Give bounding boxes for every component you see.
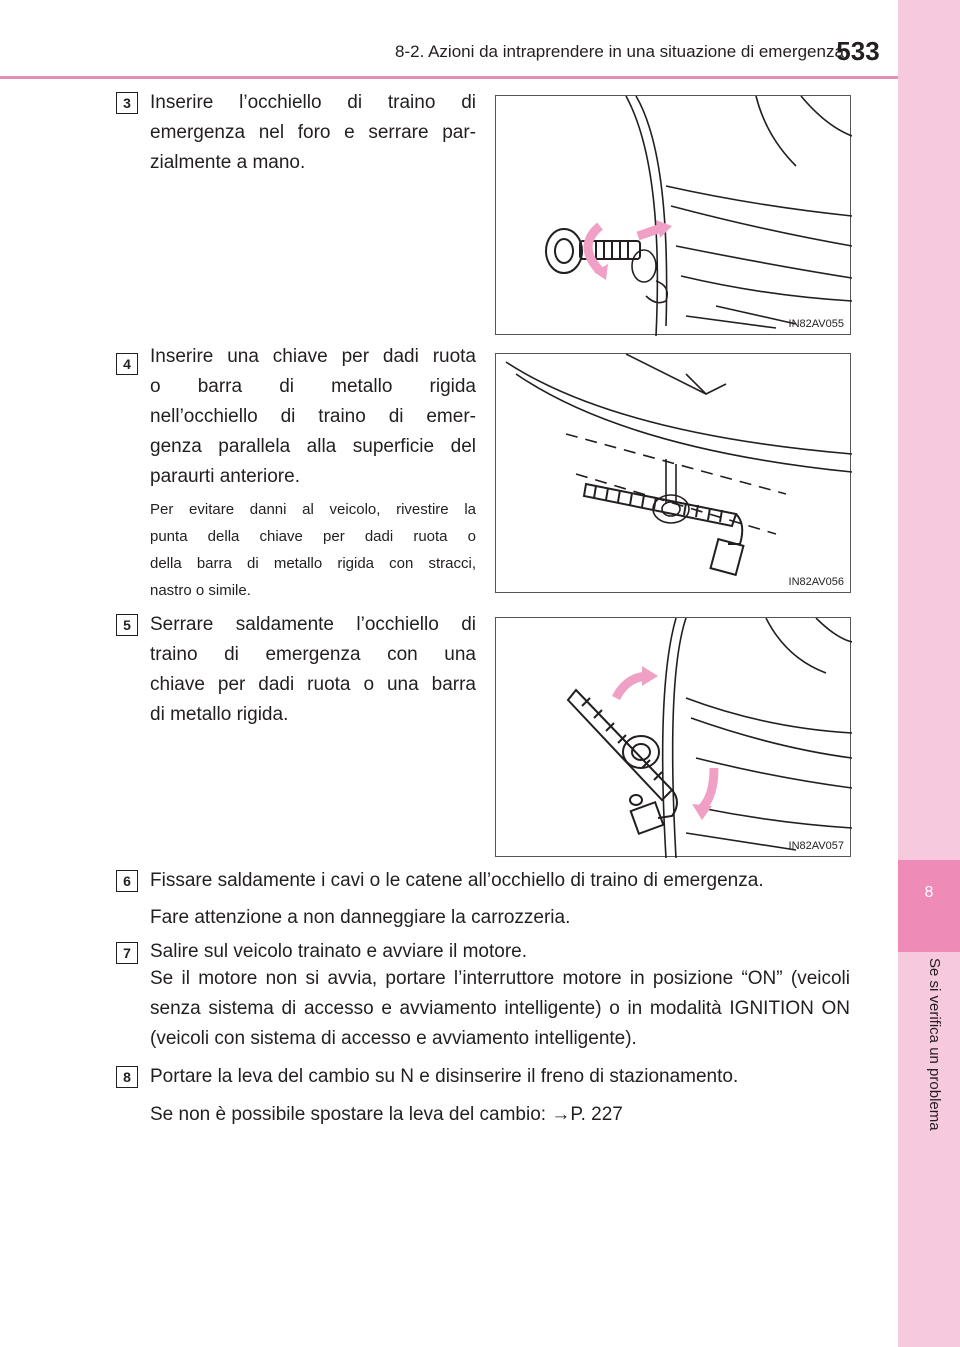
- figure-4-drawing: [496, 354, 852, 594]
- step-5-line: di metallo rigida.: [150, 704, 289, 725]
- step-4-line: paraurti anteriore.: [150, 466, 300, 487]
- step-number-3: 3: [116, 92, 138, 114]
- figure-code: IN82AV055: [788, 318, 844, 330]
- figure-wrench-insert: [495, 353, 851, 593]
- figure-tow-eyelet-insert: [495, 95, 851, 335]
- step-3-line: Inserire l’occhiello di traino di: [150, 92, 476, 113]
- step-4-line: nell’occhiello di traino di emer-: [150, 406, 476, 427]
- step-3-line: zialmente a mano.: [150, 152, 306, 173]
- figure-3-drawing: [496, 96, 852, 336]
- step-number-8: 8: [116, 1066, 138, 1088]
- step-8-text: Portare la leva del cambio su N e disinserire il freno di stazionamento.: [150, 1066, 739, 1087]
- step-number-7: 7: [116, 942, 138, 964]
- step-4-text: [150, 342, 476, 492]
- step-number-6: 6: [116, 870, 138, 892]
- page-number: 533: [836, 36, 880, 66]
- figure-wrench-tighten: [495, 617, 851, 857]
- step-3-line: emergenza nel foro e serrare par-: [150, 122, 476, 143]
- note-line: della barra di metallo rigida con stracci,: [150, 555, 476, 572]
- header-rule: [0, 76, 898, 79]
- step-8-sub: Se non è possibile spostare la leva del cambio: →P. 227: [150, 1104, 623, 1125]
- figure-code: IN82AV056: [788, 576, 844, 588]
- step-5-line: chiave per dadi ruota o una barra: [150, 674, 476, 695]
- step-number-4: 4: [116, 353, 138, 375]
- note-line: punta della chiave per dadi ruota o: [150, 528, 476, 545]
- step-5-line: traino di emergenza con una: [150, 644, 476, 665]
- chapter-number: 8: [924, 884, 934, 901]
- step-6-sub: Fare attenzione a non danneggiare la carrozzeria.: [150, 907, 571, 928]
- step-5-text: [150, 610, 476, 730]
- step-4-line: genza parallela alla superficie del: [150, 436, 476, 457]
- step-4-note: [150, 496, 476, 604]
- note-line: nastro o simile.: [150, 582, 251, 599]
- section-title: 8-2. Azioni da intraprendere in una situazione di emergenza: [395, 42, 844, 61]
- chapter-tab: [898, 860, 960, 952]
- step-3-text: [150, 88, 476, 178]
- step-6-text: Fissare saldamente i cavi o le catene all’occhiello di traino di emergenza.: [150, 870, 764, 891]
- step-7-sub: Se il motore non si avvia, portare l’interruttore motore in posizione “ON” (veicoli senza sistema di accesso e avviamento intelligente) o in modalità IGNITION ON (veicoli con sistema di accesso e avviamento intelligente).: [150, 968, 850, 1049]
- step-number-5: 5: [116, 614, 138, 636]
- figure-5-drawing: [496, 618, 852, 858]
- step-5-line: Serrare saldamente l’occhiello di: [150, 614, 476, 635]
- chapter-title: Se si verifica un problema: [926, 958, 943, 1131]
- note-line: Per evitare danni al veicolo, rivestire la: [150, 501, 476, 518]
- step-4-line: Inserire una chiave per dadi ruota: [150, 346, 476, 367]
- step-7-text: Salire sul veicolo trainato e avviare il motore.: [150, 941, 528, 962]
- step-4-line: o barra di metallo rigida: [150, 376, 476, 397]
- figure-code: IN82AV057: [788, 840, 844, 852]
